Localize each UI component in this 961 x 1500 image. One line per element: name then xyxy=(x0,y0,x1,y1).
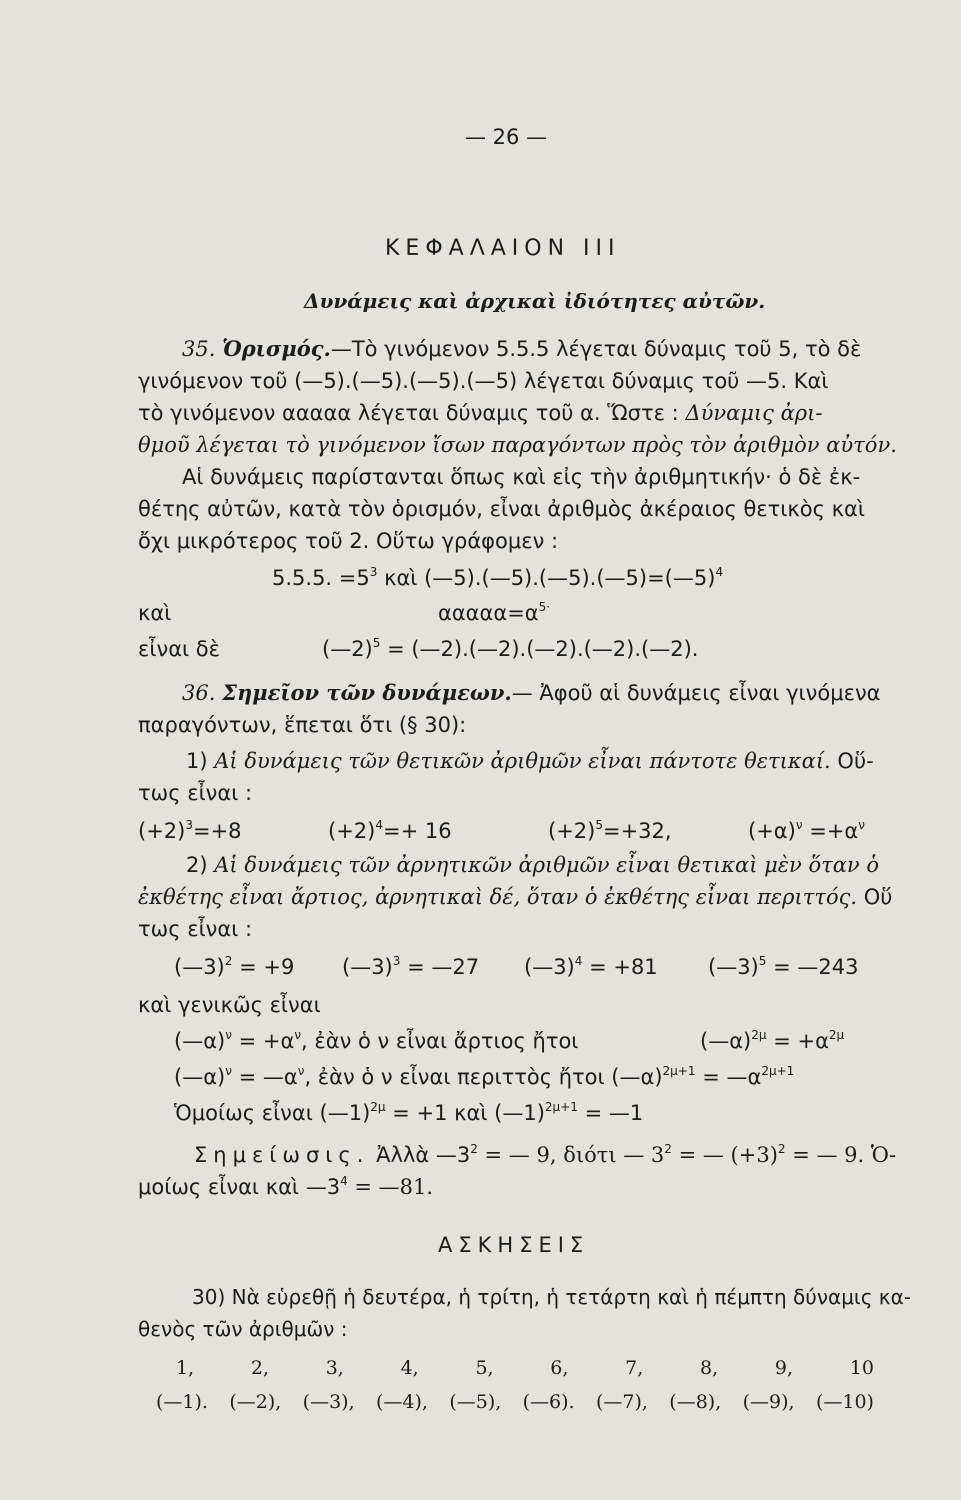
neg-4-value: = —243 xyxy=(773,955,859,979)
neg-1-exp: 2 xyxy=(224,954,233,968)
g2-condition: , ἐὰν ὁ ν εἶναι περιττὸς ἤτοι (—α) xyxy=(304,1065,663,1089)
section-35-text-1: —Τὸ γινόμενον 5.5.5 λέγεται δύναμις τοῦ 5, τὸ δὲ xyxy=(330,337,862,361)
section-36-number: 36. xyxy=(182,681,216,705)
section-35-line-1 xyxy=(182,336,861,362)
similarly-line xyxy=(174,1100,643,1126)
exercise-30-line-1: 30) Νὰ εὑρεθῇ ἡ δευτέρα, ἡ τρίτη, ἡ τετάρτη καὶ ἡ πέμπτη δύναμις κα- xyxy=(192,1285,911,1309)
number-item: (—1). xyxy=(156,1391,208,1413)
g2-odd-exp: 2μ+1 xyxy=(662,1064,696,1078)
sim-c: = —1 xyxy=(584,1101,644,1125)
number-item: (—6). xyxy=(522,1391,575,1413)
definition-line: θμοῦ λέγεται τὸ γινόμενον ἴσων παραγόντων πρὸς τὸν ἀριθμὸν αὐτόν. xyxy=(138,433,897,457)
neg-1-base: (—3) xyxy=(174,955,225,979)
neg-2-exp: 3 xyxy=(392,954,401,968)
sim-a-exp: 2μ xyxy=(370,1100,386,1114)
page-number: — 26 — xyxy=(465,125,548,149)
general-label: καὶ γενικῶς εἶναι xyxy=(138,993,321,1017)
eq2-exp: 5· xyxy=(538,600,551,614)
section-36-heading: Σημεῖον τῶν δυνάμεων. xyxy=(222,680,512,705)
g2-exp: ν xyxy=(225,1064,232,1078)
number-item: (—5), xyxy=(449,1391,502,1413)
number-item: 2, xyxy=(250,1357,269,1379)
eq3-right: = (—2).(—2).(—2).(—2).(—2). xyxy=(387,637,699,661)
rule-2-text-2: ἐκθέτης εἶναι ἄρτιος, ἀρνητικαὶ δέ, ὅταν ὁ ἐκθέτης εἶναι περιττός. xyxy=(138,885,858,909)
note-e-exp: 4 xyxy=(340,1174,348,1188)
g2-value-exp: ν xyxy=(297,1064,305,1078)
pos-2-base: (+2) xyxy=(328,819,376,843)
pos-1-exp: 3 xyxy=(185,818,193,832)
section-36-text-1: — Ἀφοῦ αἱ δυνάμεις εἶναι γινόμενα xyxy=(511,681,881,705)
rule-2-line-1 xyxy=(186,852,879,878)
rule-2-line-2 xyxy=(138,884,892,910)
neg-2-base: (—3) xyxy=(342,955,393,979)
eq2-text: ααααα=α xyxy=(438,601,539,625)
general-odd-line xyxy=(174,1064,794,1090)
section-35-heading: Ὁρισμός. xyxy=(222,336,331,361)
chapter-subtitle: Δυνάμεις καὶ ἀρχικαὶ ἰδιότητες αὐτῶν. xyxy=(304,289,766,313)
g1-even-exp: 2μ xyxy=(751,1028,767,1042)
pos-4-exp: ν xyxy=(795,818,803,832)
neg-2-value: = —27 xyxy=(407,955,480,979)
number-item: (—7), xyxy=(595,1391,648,1413)
number-item: 6, xyxy=(550,1357,569,1379)
section-35-number: 35. xyxy=(182,337,216,361)
number-item: 8, xyxy=(700,1357,719,1379)
g2-odd-value: = —α xyxy=(702,1065,762,1089)
neg-1-value: = +9 xyxy=(239,955,295,979)
positive-examples-2 xyxy=(328,818,452,844)
section-35-line-5: Αἱ δυνάμεις παρίστανται ὅπως καὶ εἰς τὴν ἀριθμητικήν· ὁ δὲ ἐκ- xyxy=(182,465,861,489)
number-item: (—2), xyxy=(229,1391,282,1413)
g2-base: (—α) xyxy=(174,1065,226,1089)
eq1-left-exp: 3 xyxy=(369,565,378,579)
eq3-left-exp: 5 xyxy=(372,636,381,650)
chapter-title: ΚΕΦΑΛΑΙΟΝ III xyxy=(385,236,621,261)
general-even-line xyxy=(174,1028,578,1054)
rule-1-line xyxy=(186,748,874,774)
note-d: = — 9. Ὁ- xyxy=(792,1143,897,1167)
rule-2-tail: Οὕ xyxy=(863,885,893,909)
positive-examples-3 xyxy=(548,818,672,844)
g1-value: = +α xyxy=(238,1029,295,1053)
number-item: (—8), xyxy=(669,1391,722,1413)
rule-2-number: 2) xyxy=(186,853,208,877)
note-c: = — (+3) xyxy=(678,1143,778,1167)
pos-3-exp: 5 xyxy=(595,818,603,832)
note-c-exp: 2 xyxy=(777,1142,786,1156)
g1-value-exp: ν xyxy=(294,1028,302,1042)
rule-2-cont: τως εἶναι : xyxy=(138,917,253,941)
section-35-line-6: θέτης αὐτῶν, κατὰ τὸν ὁρισμόν, εἶναι ἀριθμὸς ἀκέραιος θετικὸς καὶ xyxy=(138,497,865,521)
pos-1-value: =+8 xyxy=(192,819,242,843)
pos-4-value: =+α xyxy=(809,819,859,843)
pos-4-base: (+α) xyxy=(748,819,796,843)
number-item: 4, xyxy=(400,1357,419,1379)
equation-powers-3 xyxy=(322,636,698,662)
note-b: = — 9, διότι — 3 xyxy=(484,1143,665,1167)
number-item: 3, xyxy=(325,1357,344,1379)
number-item: (—4), xyxy=(375,1391,428,1413)
sim-a: Ὁμοίως εἶναι (—1) xyxy=(174,1101,371,1125)
rule-1-cont: τως εἶναι : xyxy=(138,781,253,805)
negative-example-3 xyxy=(524,954,658,980)
section-35-line-7: ὄχι μικρότερος τοῦ 2. Οὕτω γράφομεν : xyxy=(138,529,559,553)
rule-2-text-1: Αἱ δυνάμεις τῶν ἀρνητικῶν ἀριθμῶν εἶναι θετικαὶ μὲν ὅταν ὁ xyxy=(214,853,880,877)
numbers-negative-row xyxy=(156,1390,874,1414)
g1-condition: , ἐὰν ὁ ν εἶναι ἄρτιος ἤτοι xyxy=(301,1029,579,1053)
pos-2-exp: 4 xyxy=(375,818,383,832)
note-label: Σημείωσις. xyxy=(194,1143,370,1167)
neg-4-exp: 5 xyxy=(758,954,767,968)
eq1-right: καὶ (—5).(—5).(—5).(—5)=(—5) xyxy=(384,566,716,590)
definition-start: Δύναμις ἀρι- xyxy=(685,401,823,425)
einai-de-label: εἶναι δὲ xyxy=(138,637,221,661)
negative-example-2 xyxy=(342,954,479,980)
pos-3-value: =+32, xyxy=(602,819,672,843)
exercises-title: ΑΣΚΗΣΕΙΣ xyxy=(438,1233,590,1257)
note-e: μοίως εἶναι καὶ —3 xyxy=(138,1175,341,1199)
general-even-right xyxy=(700,1028,844,1054)
sim-b: = +1 καὶ (—1) xyxy=(392,1101,545,1125)
eq3-left: (—2) xyxy=(322,637,373,661)
rule-1-number: 1) xyxy=(186,749,208,773)
positive-examples-4 xyxy=(748,818,865,844)
rule-1-tail: Οὕ- xyxy=(837,749,874,773)
number-item: 7, xyxy=(625,1357,644,1379)
positive-examples-1 xyxy=(138,818,242,844)
g1-even-base: (—α) xyxy=(700,1029,752,1053)
numbers-positive-row xyxy=(176,1356,874,1380)
eq1-right-exp: 4 xyxy=(715,565,724,579)
note-a: Ἀλλὰ —3 xyxy=(376,1143,471,1167)
g1-even-value: = +α xyxy=(773,1029,829,1053)
exercise-30-line-2: θενὸς τῶν ἀριθμῶν : xyxy=(138,1317,348,1341)
neg-4-base: (—3) xyxy=(708,955,759,979)
number-item: 9, xyxy=(774,1357,794,1379)
number-item: (—10) xyxy=(815,1391,874,1413)
section-35-text-3: τὸ γινόμενον ααααα λέγεται δύναμις τοῦ α. Ὥστε : xyxy=(138,401,679,425)
note-line-1 xyxy=(194,1142,896,1168)
number-item: (—3), xyxy=(302,1391,355,1413)
g2-value: = —α xyxy=(238,1065,298,1089)
number-item: (—9), xyxy=(742,1391,795,1413)
g2-odd-value-exp: 2μ+1 xyxy=(761,1064,795,1078)
pos-3-base: (+2) xyxy=(548,819,596,843)
pos-4-value-exp: ν xyxy=(858,818,865,832)
note-f: = —81. xyxy=(354,1175,434,1199)
g1-base: (—α) xyxy=(174,1029,226,1053)
number-item: 10 xyxy=(849,1357,874,1379)
equation-powers-2 xyxy=(438,600,550,626)
neg-3-exp: 4 xyxy=(574,954,583,968)
note-line-2 xyxy=(138,1174,433,1200)
neg-3-value: = +81 xyxy=(589,955,658,979)
neg-3-base: (—3) xyxy=(524,955,575,979)
pos-1-base: (+2) xyxy=(138,819,186,843)
section-35-line-3 xyxy=(138,400,822,426)
section-36-line-1 xyxy=(182,680,881,706)
pos-2-value: =+ 16 xyxy=(382,819,452,843)
equation-powers-1 xyxy=(272,565,723,591)
note-a-exp: 2 xyxy=(470,1142,478,1156)
sim-b-exp: 2μ+1 xyxy=(544,1100,578,1114)
rule-1-text: Αἱ δυνάμεις τῶν θετικῶν ἀριθμῶν εἶναι πάντοτε θετικαί. xyxy=(214,749,831,773)
section-35-line-2: γινόμενον τοῦ (—5).(—5).(—5).(—5) λέγεται δύναμις τοῦ —5. Καὶ xyxy=(138,369,829,393)
negative-example-4 xyxy=(708,954,858,980)
section-36-line-2: παραγόντων, ἕπεται ὅτι (§ 30): xyxy=(138,713,467,737)
note-b-exp: 2 xyxy=(664,1142,672,1156)
kai-label: καὶ xyxy=(138,601,172,625)
eq1-left: 5.5.5. =5 xyxy=(272,566,370,590)
g1-exp: ν xyxy=(225,1028,232,1042)
negative-example-1 xyxy=(174,954,294,980)
number-item: 5, xyxy=(475,1357,494,1379)
g1-even-value-exp: 2μ xyxy=(828,1028,845,1042)
number-item: 1, xyxy=(176,1357,195,1379)
